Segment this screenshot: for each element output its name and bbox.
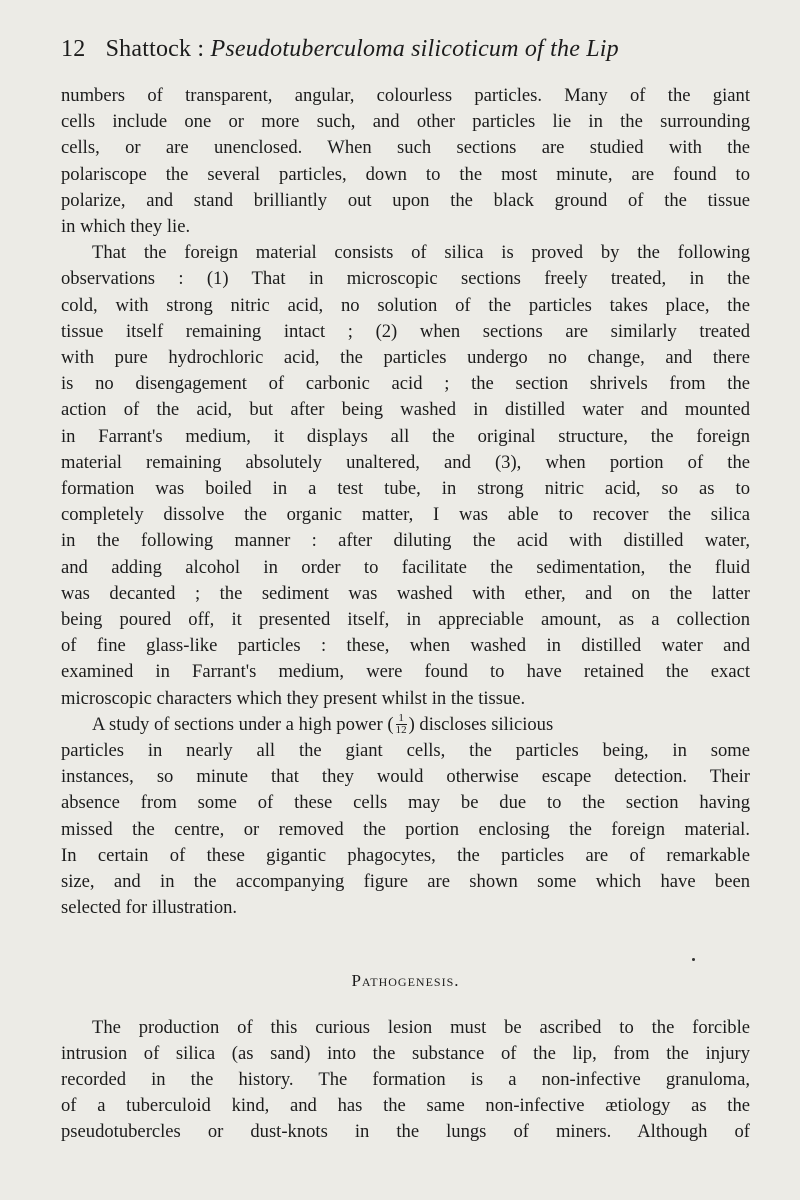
header-title: Pseudotuberculoma silicoticum of the Lip: [210, 36, 619, 62]
text-line: numbers of transparent, angular, colourless particles. Many of the giant: [61, 85, 750, 106]
section-heading: Pathogenesis.: [351, 970, 460, 990]
paragraph-3: [61, 712, 750, 922]
text-line: in which they lie.: [61, 216, 191, 238]
text-segment: ) discloses silicious: [408, 713, 554, 735]
text-line: cells, or are unenclosed. When such sections are studied with the: [61, 137, 750, 159]
running-head: [61, 34, 750, 64]
text-line: observations : (1) That in microscopic sections freely treated, in the: [61, 268, 750, 290]
text-line: selected for illustration.: [61, 897, 238, 919]
text-line: recorded in the history. The formation is a non-infective granuloma,: [61, 1068, 750, 1090]
text-line: and adding alcohol in order to facilitate the sedimentation, the fluid: [61, 556, 750, 578]
text-line: absence from some of these cells may be due to the section having: [61, 792, 750, 814]
paragraph-1: [61, 83, 750, 240]
text-line: tissue itself remaining intact ; (2) when sections are similarly treated: [61, 320, 750, 342]
text-line: pseudotubercles or dust-knots in the lungs of miners. Although of: [61, 1121, 750, 1143]
fraction-denominator: 12: [395, 724, 407, 737]
text-line: of a tuberculoid kind, and has the same non-infective ætiology as the: [61, 1095, 750, 1117]
text-line: with pure hydrochloric acid, the particles undergo no change, and there: [61, 347, 750, 369]
header-author: Shattock :: [105, 36, 205, 62]
text-line: particles in nearly all the giant cells, the particles being, in some: [61, 740, 750, 762]
fraction-one-twelfth: [396, 713, 407, 736]
text-line: formation was boiled in a test tube, in strong nitric acid, so as to: [61, 478, 750, 500]
text-segment: A study of sections under a high power (: [92, 713, 394, 735]
text-line: microscopic characters which they present whilst in the tissue.: [61, 687, 526, 709]
text-line: in Farrant's medium, it displays all the original structure, the foreign: [61, 425, 750, 447]
text-line: That the foreign material consists of silica is proved by the following: [92, 242, 750, 264]
text-line-with-fraction: [61, 712, 750, 738]
text-line: of fine glass-like particles : these, when washed in distilled water and: [61, 635, 750, 657]
text-line: completely dissolve the organic matter, I was able to recover the silica: [61, 504, 750, 526]
text-line: The production of this curious lesion must be ascribed to the forcible: [92, 1016, 750, 1038]
text-line: missed the centre, or removed the portion enclosing the foreign material.: [61, 818, 750, 840]
text-line: polarize, and stand brilliantly out upon the black ground of the tissue: [61, 189, 750, 211]
text-line: cold, with strong nitric acid, no solution of the particles takes place, the: [61, 294, 750, 316]
print-speck: [692, 958, 695, 961]
text-line: action of the acid, but after being washed in distilled water and mounted: [61, 399, 750, 421]
text-line: being poured off, it presented itself, in appreciable amount, as a collection: [61, 609, 750, 631]
fraction-numerator: 1: [396, 713, 407, 725]
text-line: examined in Farrant's medium, were found to have retained the exact: [61, 661, 750, 683]
text-line: intrusion of silica (as sand) into the substance of the lip, from the injury: [61, 1042, 750, 1064]
text-line: material remaining absolutely unaltered, and (3), when portion of the: [61, 451, 750, 473]
text-line: polariscope the several particles, down to the most minute, are found to: [61, 163, 750, 185]
text-line: cells include one or more such, and other particles lie in the surrounding: [61, 111, 750, 133]
text-line: in the following manner : after diluting the acid with distilled water,: [61, 530, 750, 552]
paragraph-4: [61, 1015, 750, 1146]
text-line: In certain of these gigantic phagocytes, the particles are of remarkable: [61, 844, 750, 866]
text-line: size, and in the accompanying figure are shown some which have been: [61, 871, 750, 893]
page-number: 12: [61, 36, 86, 62]
paragraph-2: [61, 240, 750, 712]
text-line: is no disengagement of carbonic acid ; the section shrivels from the: [61, 373, 750, 395]
text-line: was decanted ; the sediment was washed with ether, and on the latter: [61, 582, 750, 604]
text-line: instances, so minute that they would otherwise escape detection. Their: [61, 766, 750, 788]
